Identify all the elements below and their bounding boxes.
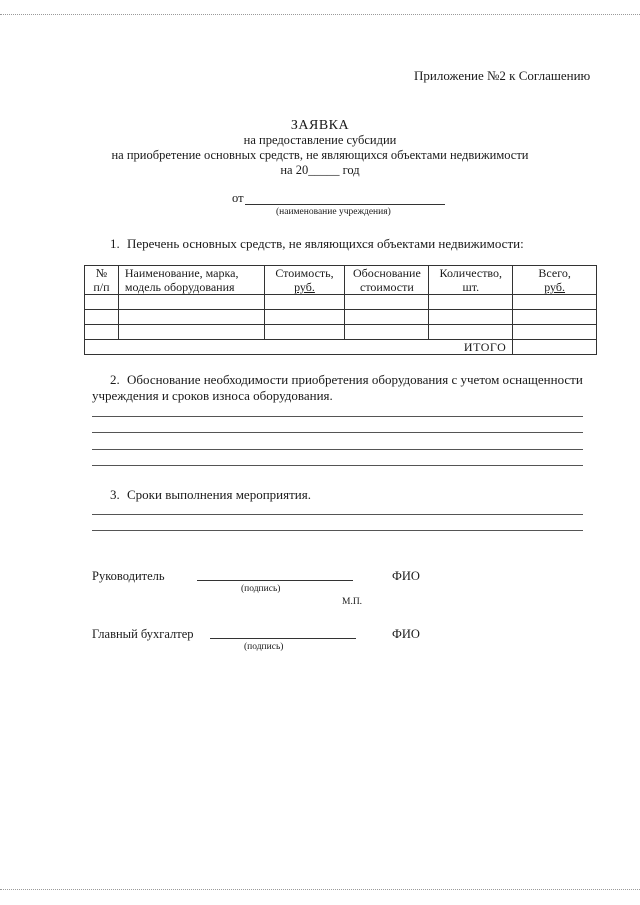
seal-label: М.П. (342, 597, 363, 607)
total-value (513, 340, 597, 355)
head-label: Руководитель (92, 569, 165, 583)
institution-name-line (245, 204, 445, 205)
head-signature-caption: (подпись) (241, 584, 281, 594)
header-number: № п/п (85, 266, 119, 295)
section-2-line-2: учреждения и сроков износа оборудования. (92, 388, 333, 403)
table-header-row (85, 266, 597, 295)
fill-line (92, 416, 583, 417)
accountant-signature-caption: (подпись) (244, 642, 284, 652)
header-quantity: Количество, шт. (429, 266, 513, 295)
subtitle-line-3: на 20_____ год (280, 163, 360, 177)
header-total: Всего, руб. (513, 266, 597, 295)
section-2-number: 2. (110, 372, 120, 387)
from-label: от (232, 191, 244, 205)
fill-line (92, 449, 583, 450)
total-label: ИТОГО (85, 340, 513, 355)
table-row (85, 310, 597, 325)
table-total-row (85, 340, 597, 355)
section-1-number: 1. (110, 236, 120, 251)
header-justification: Обоснование стоимости (345, 266, 429, 295)
institution-caption: (наименование учреждения) (276, 207, 391, 217)
head-signature-line (197, 580, 353, 581)
section-3-text: Сроки выполнения мероприятия. (127, 487, 311, 502)
subtitle-line-2: на приобретение основных средств, не являющихся объектами недвижимости (111, 148, 529, 162)
section-1-text: Перечень основных средств, не являющихся объектами недвижимости: (127, 236, 524, 251)
fill-line (92, 432, 583, 433)
accountant-signature-line (210, 638, 356, 639)
accountant-label: Главный бухгалтер (92, 627, 194, 641)
document-title: ЗАЯВКА (290, 118, 350, 133)
fill-line (92, 465, 583, 466)
assets-table (84, 265, 597, 355)
table-row (85, 295, 597, 310)
fill-line (92, 530, 583, 531)
header-cost: Стоимость, руб. (264, 266, 345, 295)
section-2-line-1: Обоснование необходимости приобретения оборудования с учетом оснащенности (127, 372, 583, 387)
page-bottom-edge (0, 889, 640, 890)
accountant-fio: ФИО (392, 627, 420, 641)
fill-line (92, 514, 583, 515)
section-3-number: 3. (110, 487, 120, 502)
header-name: Наименование, марка, модель оборудования (118, 266, 264, 295)
page-top-edge (0, 14, 640, 15)
annex-label: Приложение №2 к Соглашению (414, 68, 591, 83)
head-fio: ФИО (392, 569, 420, 583)
subtitle-line-1: на предоставление субсидии (243, 133, 397, 147)
table-row (85, 325, 597, 340)
